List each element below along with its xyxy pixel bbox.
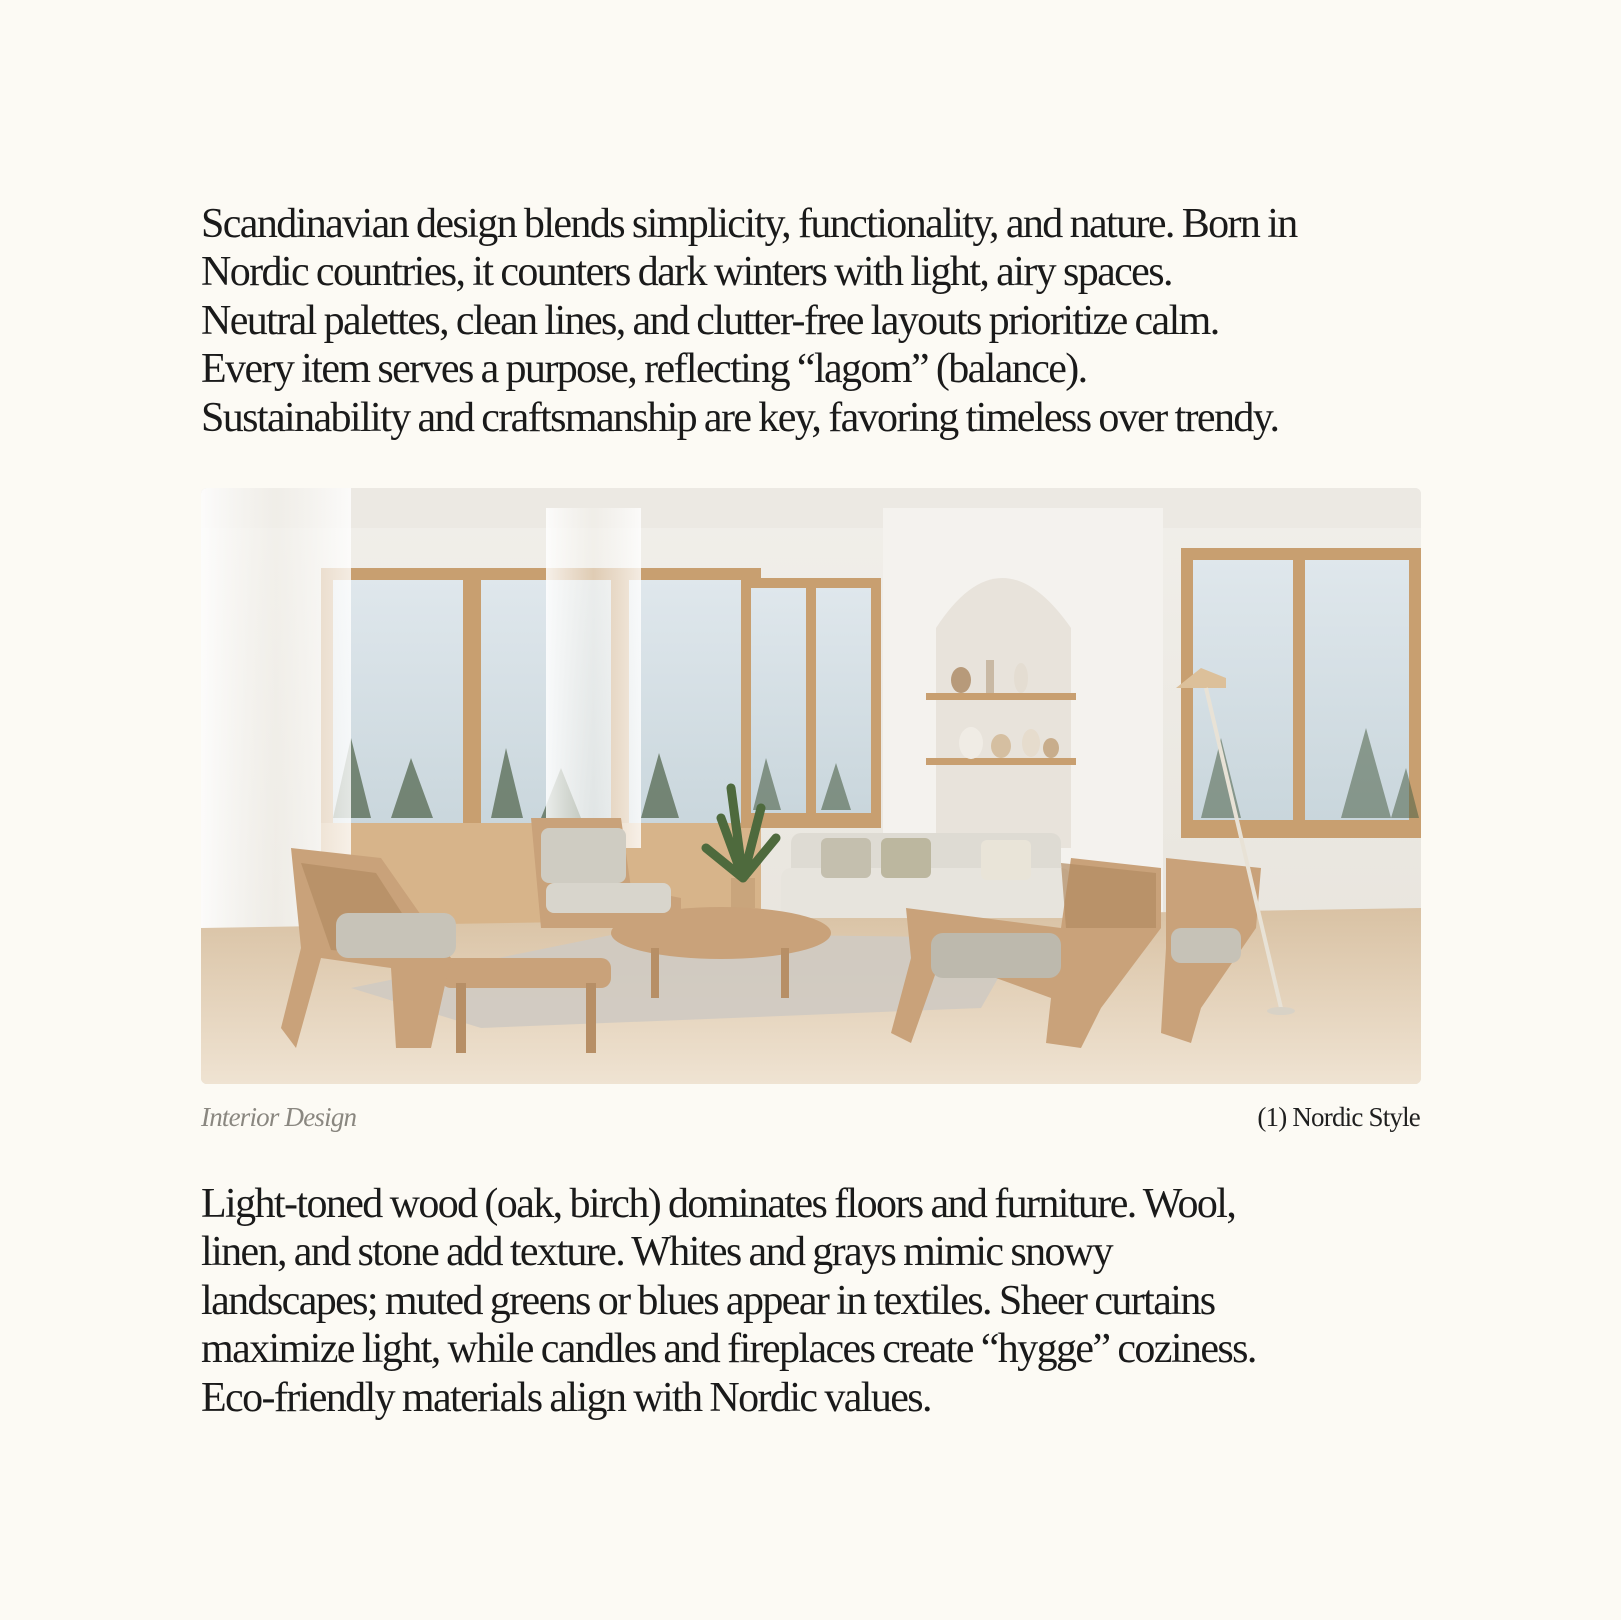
intro-line: Every item serves a purpose, reflecting “lagom” (balance).: [201, 346, 1087, 393]
materials-paragraph: [201, 1180, 1441, 1422]
intro-line: Neutral palettes, clean lines, and clutter-free layouts prioritize calm.: [201, 297, 1219, 344]
intro-line: Sustainability and craftsmanship are key, favoring timeless over trendy.: [201, 394, 1279, 441]
intro-paragraph: [201, 200, 1441, 442]
caption-figure-number: (1) Nordic Style: [1257, 1102, 1420, 1132]
interior-photo: [201, 488, 1421, 1084]
caption-category: Interior Design: [201, 1102, 357, 1132]
materials-line: maximize light, while candles and fireplaces create “hygge” coziness.: [201, 1326, 1256, 1373]
materials-line: linen, and stone add texture. Whites and grays mimic snowy: [201, 1229, 1113, 1276]
materials-line: Eco-friendly materials align with Nordic values.: [201, 1374, 931, 1421]
materials-line: landscapes; muted greens or blues appear in textiles. Sheer curtains: [201, 1277, 1215, 1324]
materials-line: Light-toned wood (oak, birch) dominates floors and furniture. Wool,: [201, 1181, 1236, 1227]
intro-line: Nordic countries, it counters dark winters with light, airy spaces.: [201, 249, 1172, 296]
intro-line: Scandinavian design blends simplicity, functionality, and nature. Born in: [201, 201, 1297, 247]
